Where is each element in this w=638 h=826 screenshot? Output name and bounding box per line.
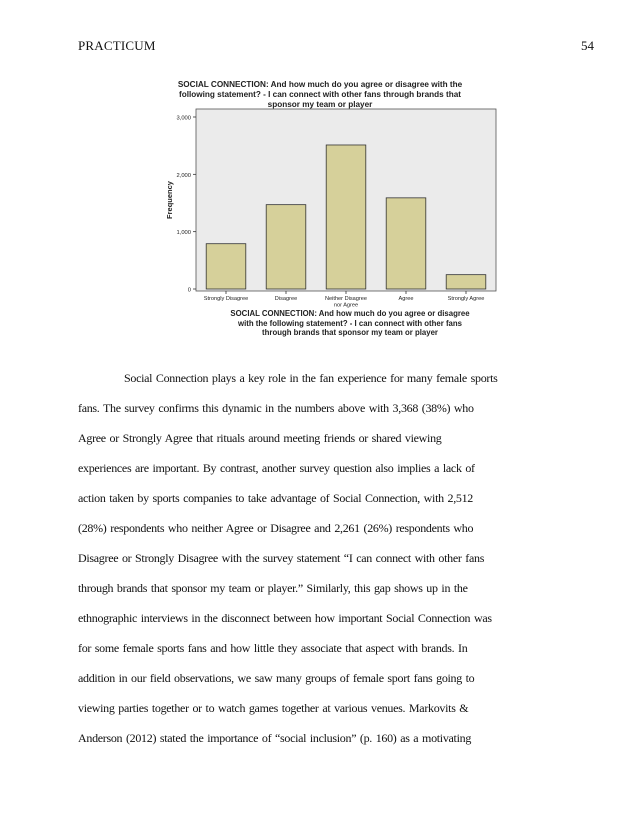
body-line: action taken by sports companies to take advantage of Social Connection, with 2,512 — [78, 491, 474, 505]
chart-title-line: sponsor my team or player — [267, 100, 373, 109]
body-line: experiences are important. By contrast, another survey question also implies a lack of — [78, 461, 475, 475]
x-axis-label-line: through brands that sponsor my team or player — [262, 328, 438, 337]
body-line: for some female sports fans and how little they associate that aspect with brands. In — [78, 641, 468, 655]
bar-chart-figure — [150, 72, 510, 352]
body-line: Agree or Strongly Agree that rituals around meeting friends or shared viewing — [78, 431, 442, 445]
x-tick-label: Agree — [398, 296, 414, 302]
y-tick-label: 1,000 — [176, 230, 191, 237]
body-line: through brands that sponsor my team or player.” Similarly, this gap shows up in the — [78, 581, 468, 595]
bar — [446, 275, 486, 289]
running-head: PRACTICUM — [78, 38, 156, 53]
y-tick-label: 0 — [187, 287, 191, 294]
bar — [266, 205, 306, 289]
x-tick-label: Disagree — [274, 296, 298, 302]
x-axis-label-line: with the following statement? - I can connect with other fans — [238, 318, 462, 328]
x-tick-label: Strongly Disagree — [203, 296, 249, 302]
chart-plot — [150, 72, 510, 312]
body-line: Disagree or Strongly Disagree with the survey statement “I can connect with other fans — [78, 551, 485, 565]
bar — [386, 198, 426, 289]
body-line: ethnographic interviews in the disconnect between how important Social Connection was — [78, 611, 492, 625]
page-number: 54 — [581, 38, 594, 53]
x-tick-label: Neither Disagree — [325, 296, 367, 302]
bar — [326, 145, 366, 289]
body-line: addition in our field observations, we saw many groups of female sport fans going to — [78, 671, 475, 685]
bar — [206, 244, 246, 289]
chart-x-axis-label — [190, 309, 510, 338]
body-line: (28%) respondents who neither Agree or Disagree and 2,261 (26%) respondents who — [78, 521, 474, 535]
y-tick-label: 2,000 — [176, 172, 191, 179]
chart-title-line: following statement? - I can connect with other fans through brands that — [178, 90, 462, 99]
x-axis-label-line: SOCIAL CONNECTION: And how much do you agree or disagree — [230, 309, 470, 318]
body-line: viewing parties together or to watch games together at various venues. Markovits & — [78, 701, 469, 715]
body-line: Anderson (2012) stated the importance of “social inclusion” (p. 160) as a motivating — [78, 731, 472, 745]
y-axis-label: Frequency — [165, 181, 174, 219]
y-tick-label: 3,000 — [176, 115, 191, 122]
body-line: fans. The survey confirms this dynamic in the numbers above with 3,368 (38%) who — [78, 401, 474, 415]
body-line: Social Connection plays a key role in the fan experience for many female sports — [124, 371, 498, 385]
chart-title-line: SOCIAL CONNECTION: And how much do you agree or disagree with the — [177, 80, 463, 89]
x-tick-label: Strongly Agree — [447, 296, 485, 302]
x-tick-label: nor Agree — [333, 302, 359, 309]
